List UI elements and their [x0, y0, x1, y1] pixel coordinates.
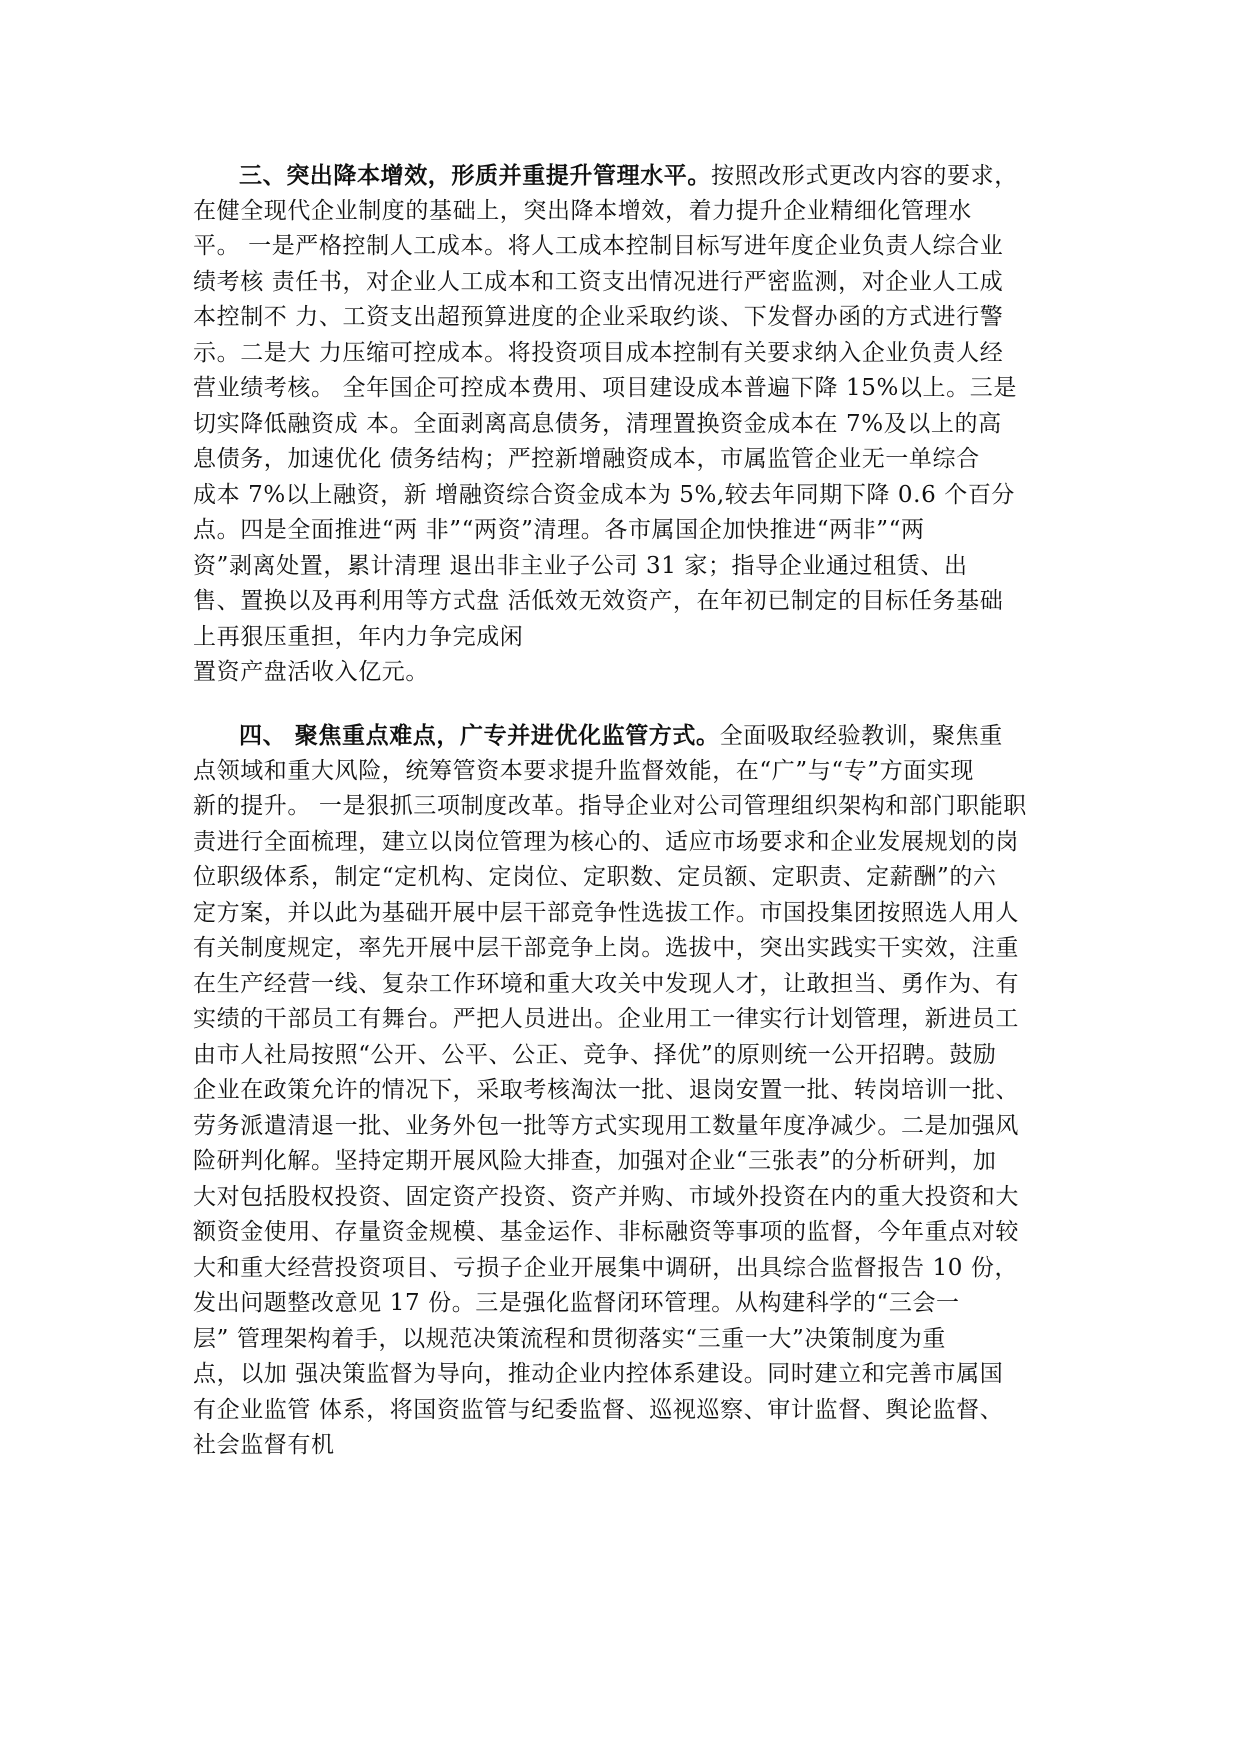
text-line: 大对包括股权投资、固定资产投资、资产并购、市域外投资在内的重大投资和大 — [193, 1183, 1019, 1210]
text-line: 位职级体系，制定“定机构、定岗位、定职数、定员额、定职责、定薪酬”的六 — [193, 864, 997, 890]
text-line: 企业在政策允许的情况下，采取考核淘汰一批、退岗安置一批、转岗培训一批、 — [193, 1077, 1019, 1103]
text-line: 置资产盘活收入亿元。 — [193, 659, 429, 685]
section-four — [193, 718, 1073, 1464]
section-three-first-line-text: 按照改形式更改内容的要求， — [711, 163, 1018, 189]
text-line: 定方案，并以此为基础开展中层干部竞争性选拔工作。市国投集团按照选人用人 — [193, 899, 1019, 926]
text-line: 售、置换以及再利用等方式盘 活低效无效资产，在年初已制定的目标任务基础 — [193, 588, 1004, 614]
text-line: 上再狠压重担，年内力争完成闲 — [193, 623, 524, 650]
text-line: 由市人社局按照“公开、公平、公正、竞争、择优”的原则统一公开招聘。鼓励 — [193, 1041, 997, 1068]
text-line: 资”剥离处置，累计清理 退出非主业子公司 31 家；指导企业通过租赁、出 — [193, 552, 968, 579]
text-line: 大和重大经营投资项目、亏损子企业开展集中调研，出具综合监督报告 10 份， — [193, 1254, 1019, 1281]
text-line: 绩考核 责任书，对企业人工成本和工资支出情况进行严密监测，对企业人工成 — [193, 268, 1004, 295]
text-line: 在健全现代企业制度的基础上，突出降本增效，着力提升企业精细化管理水 — [193, 197, 972, 224]
section-three-heading: 三、突出降本增效，形质并重提升管理水平。 — [239, 162, 711, 189]
text-line: 切实降低融资成 本。全面剥离高息债务，清理置换资金成本在 7%及以上的高 — [193, 410, 1002, 437]
text-line: 本控制不 力、工资支出超预算进度的企业采取约谈、下发督办函的方式进行警 — [193, 304, 1004, 330]
text-line: 实绩的干部员工有舞台。严把人员进出。企业用工一律实行计划管理，新进员工 — [193, 1006, 1019, 1032]
text-line: 平。 一是严格控制人工成本。将人工成本控制目标写进年度企业负责人综合业 — [193, 233, 1004, 259]
text-line: 示。二是大 力压缩可控成本。将投资项目成本控制有关要求纳入企业负责人经 — [193, 339, 1004, 366]
text-line: 社会监督有机 — [193, 1432, 335, 1458]
text-line: 点领域和重大风险，统筹管资本要求提升监督效能，在“广”与“专”方面实现 — [193, 757, 975, 784]
text-line: 劳务派遣清退一批、业务外包一批等方式实现用工数量年度净减少。二是加强风 — [193, 1112, 1019, 1139]
text-line: 险研判化解。坚持定期开展风险大排查，加强对企业“三张表”的分析研判，加 — [193, 1148, 997, 1174]
section-four-first-line-text: 全面吸取经验教训，聚焦重 — [719, 723, 1003, 749]
text-line: 责进行全面梳理，建立以岗位管理为核心的、适应市场要求和企业发展规划的岗 — [193, 828, 1019, 855]
section-four-heading: 四、 聚焦重点难点，广专并进优化监管方式。 — [239, 722, 720, 749]
text-line: 成本 7%以上融资，新 增融资综合资金成本为 5%,较去年同期下降 0.6 个百分 — [193, 481, 1016, 508]
text-line: 层” 管理架构着手，以规范决策流程和贯彻落实“三重一大”决策制度为重 — [193, 1325, 946, 1352]
section-three — [193, 158, 1073, 691]
text-line: 营业绩考核。 全年国企可控成本费用、项目建设成本普遍下降 15%以上。三是 — [193, 375, 1017, 401]
text-line: 点。四是全面推进“两 非”“两资”清理。各市属国企加快推进“两非”“两 — [193, 517, 925, 543]
text-line: 额资金使用、存量资金规模、基金运作、非标融资等事项的监督，今年重点对较 — [193, 1219, 1019, 1245]
text-line: 有企业监管 体系，将国资监管与纪委监督、巡视巡察、审计监督、舆论监督、 — [193, 1396, 1004, 1423]
text-line: 点，以加 强决策监督为导向，推动企业内控体系建设。同时建立和完善市属国 — [193, 1361, 1004, 1387]
text-line: 息债务，加速优化 债务结构；严控新增融资成本，市属监管企业无一单综合 — [193, 446, 980, 472]
text-line: 新的提升。 一是狠抓三项制度改革。指导企业对公司管理组织架构和部门职能职 — [193, 793, 1027, 819]
text-line: 在生产经营一线、复杂工作环境和重大攻关中发现人才，让敢担当、勇作为、有 — [193, 970, 1019, 997]
section-three-first-line — [193, 158, 1073, 194]
section-four-first-line — [193, 718, 1073, 754]
text-line: 发出问题整改意见 17 份。三是强化监督闭环管理。从构建科学的“三会一 — [193, 1290, 960, 1316]
text-line: 有关制度规定，率先开展中层干部竞争上岗。选拔中，突出实践实干实效，注重 — [193, 935, 1019, 961]
